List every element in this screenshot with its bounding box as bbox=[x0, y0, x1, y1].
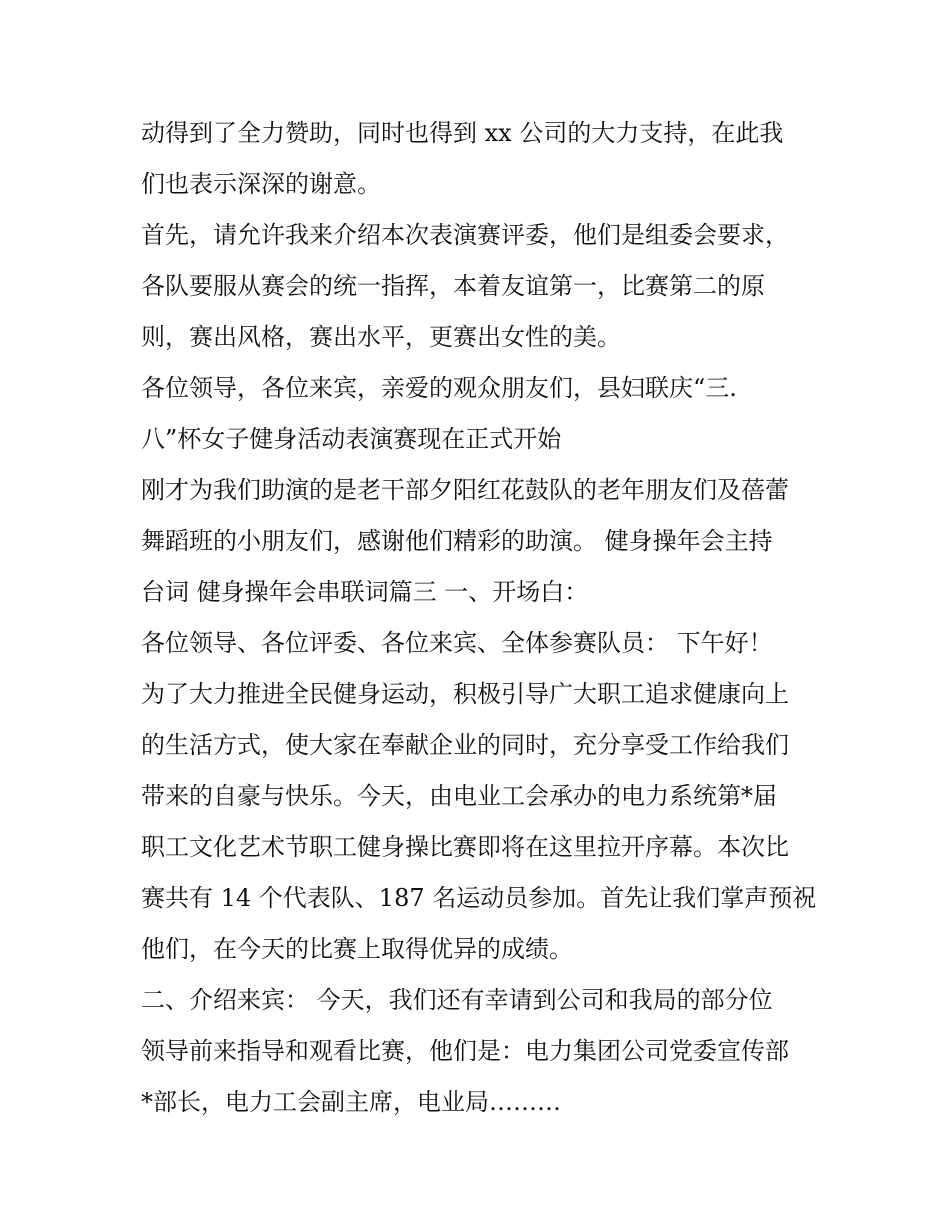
text-line: 首先，请允许我来介绍本次表演赛评委，他们是组委会要求， bbox=[141, 221, 789, 249]
text-line: 们也表示深深的谢意。 bbox=[141, 170, 381, 198]
text-line: 各位领导，各位来宾，亲爱的观众朋友们，县妇联庆“三. bbox=[141, 374, 737, 402]
text-line: 为了大力推进全民健身运动，积极引导广大职工追求健康向上 bbox=[141, 680, 789, 708]
text-line: 各队要服从赛会的统一指挥，本着友谊第一，比赛第二的原 bbox=[141, 272, 765, 300]
text-line: 刚才为我们助演的是老干部夕阳红花鼓队的老年朋友们及蓓蕾 bbox=[141, 476, 789, 504]
text-line: 动得到了全力赞助，同时也得到 xx 公司的大力支持，在此我 bbox=[141, 119, 784, 147]
text-line: 他们，在今天的比赛上取得优异的成绩。 bbox=[141, 935, 573, 963]
text-line: 台词 健身操年会串联词篇三 一、开场白： bbox=[141, 578, 589, 606]
document-body bbox=[141, 108, 821, 1128]
text-line: 舞蹈班的小朋友们，感谢他们精彩的助演。 健身操年会主持 bbox=[141, 527, 773, 555]
text-line: 二、介绍来宾： 今天，我们还有幸请到公司和我局的部分位 bbox=[141, 986, 773, 1014]
text-line: 赛共有 14 个代表队、187 名运动员参加。首先让我们掌声预祝 bbox=[141, 884, 817, 912]
text-line: 带来的自豪与快乐。今天，由电业工会承办的电力系统第*届 bbox=[141, 782, 777, 810]
text-line: *部长，电力工会副主席，电业局……… bbox=[141, 1088, 561, 1116]
text-line: 则，赛出风格，赛出水平，更赛出女性的美。 bbox=[141, 323, 621, 351]
text-line: 职工文化艺术节职工健身操比赛即将在这里拉开序幕。本次比 bbox=[141, 833, 789, 861]
text-line: 的生活方式，使大家在奉献企业的同时，充分享受工作给我们 bbox=[141, 731, 789, 759]
text-line: 各位领导、各位评委、各位来宾、全体参赛队员： 下午好！ bbox=[141, 629, 773, 657]
text-line: 八”杯女子健身活动表演赛现在正式开始 bbox=[141, 425, 562, 453]
text-line: 领导前来指导和观看比赛，他们是：电力集团公司党委宣传部 bbox=[141, 1037, 789, 1065]
